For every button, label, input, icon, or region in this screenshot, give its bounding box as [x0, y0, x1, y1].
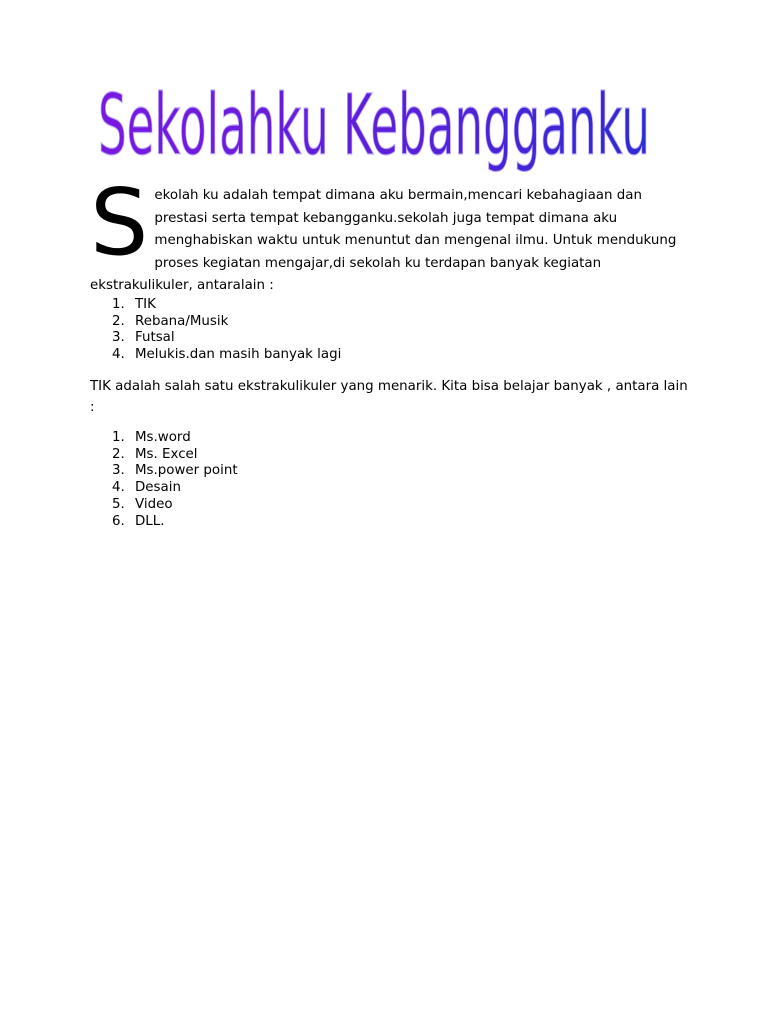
list-text: Melukis.dan masih banyak lagi	[135, 347, 342, 363]
list-text: Ms.word	[135, 430, 191, 445]
title-text: Sekolahku Kebangganku	[98, 76, 650, 174]
list-item	[100, 297, 341, 314]
list-item	[100, 447, 238, 464]
list-number: 5.	[112, 496, 125, 512]
list-text: Ms.power point	[135, 463, 238, 479]
list-item	[100, 497, 238, 514]
list-number: 1.	[112, 430, 125, 445]
list-text: TIK	[135, 297, 156, 312]
list-text: Rebana/Musik	[135, 313, 229, 329]
list-text: Ms. Excel	[135, 446, 198, 462]
list-item	[100, 430, 238, 447]
tik-topics-list	[100, 430, 238, 530]
list-number: 2.	[112, 446, 125, 462]
wordart-title	[98, 76, 658, 180]
list-number: 4.	[112, 480, 125, 496]
list-item	[100, 463, 238, 480]
list-number: 3.	[112, 330, 125, 346]
extracurricular-list	[100, 297, 341, 364]
list-item	[100, 330, 341, 347]
list-text: DLL.	[135, 513, 165, 529]
list-number: 6.	[112, 513, 125, 529]
list-text: Futsal	[135, 330, 175, 346]
list-item	[100, 514, 238, 531]
list-number: 1.	[112, 297, 125, 312]
list-item	[100, 480, 238, 497]
list-number: 4.	[112, 347, 125, 363]
drop-cap: S	[90, 169, 149, 276]
list-text: Desain	[135, 480, 181, 496]
document-title	[98, 76, 658, 180]
list-number: 3.	[112, 463, 125, 479]
list-text: Video	[135, 496, 173, 512]
tik-paragraph: TIK adalah salah satu ekstrakulikuler yang menarik. Kita bisa belajar banyak , antara lain :	[90, 379, 688, 415]
list-item	[100, 314, 341, 331]
list-number: 2.	[112, 313, 125, 329]
intro-paragraph	[90, 169, 680, 297]
list-item	[100, 347, 341, 364]
intro-text: ekolah ku adalah tempat dimana aku bermain,mencari kebahagiaan dan prestasi serta tempat kebangganku.sekolah juga tempat dimana aku menghabiskan waktu untuk menuntut dan mengenal ilmu. Untuk mendukung proses kegiatan mengajar,di sekolah ku terdapan banyak kegiatan ekstrakulikuler, antaralain :	[90, 188, 677, 293]
